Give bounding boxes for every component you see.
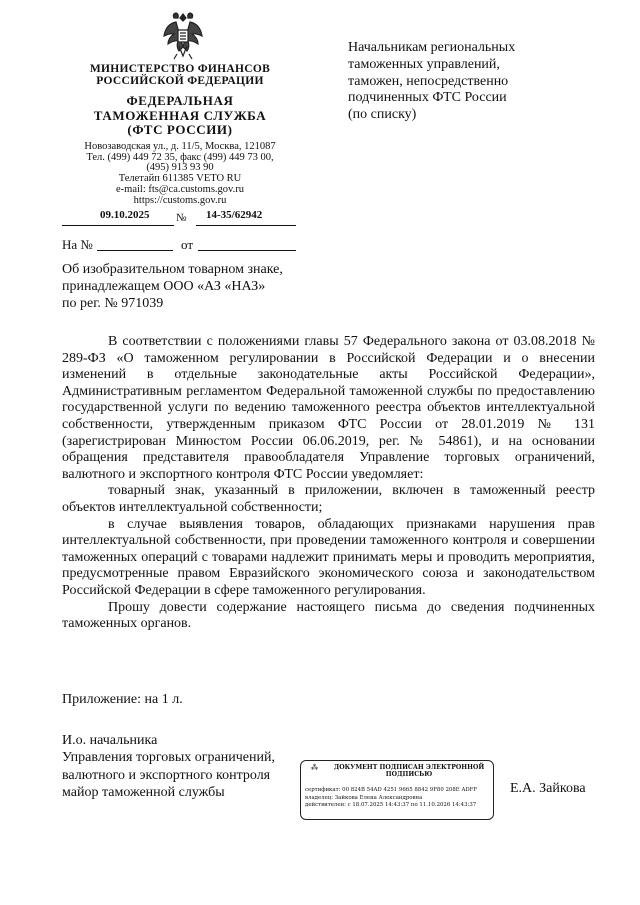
esign-stamp [300, 760, 494, 820]
contact-website: https://customs.gov.ru [133, 194, 227, 206]
signer-position-line: И.о. начальника [62, 733, 158, 748]
service-name-line: ФЕДЕРАЛЬНАЯ [126, 93, 234, 108]
addressee-line: Начальникам региональных [348, 40, 516, 55]
stamp-title-line: ПОДПИСЬЮ [385, 771, 433, 779]
body-paragraph: Прошу довести содержание настоящего письма до сведения подчиненных таможенных органов. [62, 599, 595, 632]
subject-line: по рег. № 971039 [62, 295, 164, 311]
contact-phone-2: (495) 913 93 90 [146, 162, 214, 174]
body-paragraph: товарный знак, указанный в приложении, включен в таможенный реестр объектов интеллектуальной собственности; [62, 483, 595, 515]
appendix-note: Приложение: на 1 л. [62, 692, 183, 707]
stamp-icon: ⁂ [311, 764, 318, 772]
coat-of-arms-icon [160, 10, 206, 62]
ref-number-line [97, 250, 173, 251]
date-underline [62, 225, 174, 226]
addressee-line: подчиненных ФТС России [348, 90, 507, 106]
addressee [348, 40, 588, 124]
ref-prefix: На № [62, 237, 93, 252]
signer-position-line: валютного и экспортного контроля [62, 767, 271, 783]
stamp-owner: владелец: Зайкова Елена Александровна [305, 794, 423, 801]
stamp-title-line: ДОКУМЕНТ ПОДПИСАН ЭЛЕКТРОННОЙ [333, 764, 485, 771]
ministry-name-line: МИНИСТЕРСТВО ФИНАНСОВ [89, 63, 271, 75]
registration-number: 14-35/62942 [206, 209, 263, 221]
registration-date: 09.10.2025 [100, 209, 150, 221]
ref-from: от [181, 237, 194, 252]
signer-name: Е.А. Зайкова [510, 781, 586, 796]
subject [62, 262, 322, 312]
body-paragraph: в случае выявления товаров, обладающих признаками нарушения прав интеллектуальной собственности, при проведении таможенного контроля и совершении таможенных операций с товарами надлежит принимать меры и проводить мероприятия, предусмотренные правом Евразийского экономического союза и законодательством Российской Федерации в сфере таможенного регулирования. [62, 516, 595, 598]
subject-line: принадлежащем ООО «АЗ «НАЗ» [62, 278, 266, 294]
ref-date-line [198, 250, 296, 251]
contacts [60, 142, 300, 206]
number-underline [196, 225, 296, 226]
signer-position-line: Управления торговых ограничений, [62, 750, 275, 766]
letter-body [62, 334, 595, 633]
body-paragraph: В соответствии с положениями главы 57 Федерального закона от 03.08.2018 № 289-ФЗ «О таможенном регулировании в Российской Федерации и о внесении изменений в отдельные законодательные акты Российской Федерации», Административным регламентом Федеральной таможенной службы по предоставлению государственной услуги по ведению таможенного реестра объектов интеллектуальной собственности, утвержденным приказом ФТС России от 28.01.2019 № 131 (зарегистрирован Минюстом России 06.06.2019, рег. № 54861), и на основании обращения представителя правообладателя Управление торговых ограничений, валютного и экспортного контроля ФТС России уведомляет: [62, 334, 595, 482]
subject-line: Об изобразительном товарном знаке, [62, 262, 283, 277]
service-name [60, 94, 300, 138]
stamp-validity: действителен: с 18.07.2025 14:43:37 по 11.10.2026 14:43:37 [305, 802, 477, 809]
contact-email: e-mail: fts@ca.customs.gov.ru [116, 183, 244, 195]
addressee-line: таможен, непосредственно [348, 73, 509, 89]
stamp-details [305, 787, 477, 810]
addressee-line: таможенных управлений, [348, 56, 500, 72]
contact-teletype: Телетайп 611385 VETO RU [118, 173, 242, 185]
ministry-name-line: РОССИЙСКОЙ ФЕДЕРАЦИИ [96, 75, 264, 88]
service-name-line: (ФТС РОССИИ) [127, 122, 233, 138]
number-sign: № [176, 212, 187, 224]
contact-address: Новозаводская ул., д. 11/5, Москва, 121087 [84, 141, 276, 152]
ministry-name [60, 63, 300, 87]
stamp-title [325, 764, 493, 778]
service-name-line: ТАМОЖЕННАЯ СЛУЖБА [93, 107, 267, 123]
stamp-certificate: сертификат: 00 824B 54AD 4251 9665 8842 9F80 208E ADFF [305, 787, 478, 793]
addressee-line: (по списку) [348, 107, 417, 123]
contact-phone: Тел. (499) 449 72 35, факс (499) 449 73 00, [86, 151, 274, 163]
signer-position-line: майор таможенной службы [62, 784, 225, 800]
signature-block [62, 732, 302, 801]
